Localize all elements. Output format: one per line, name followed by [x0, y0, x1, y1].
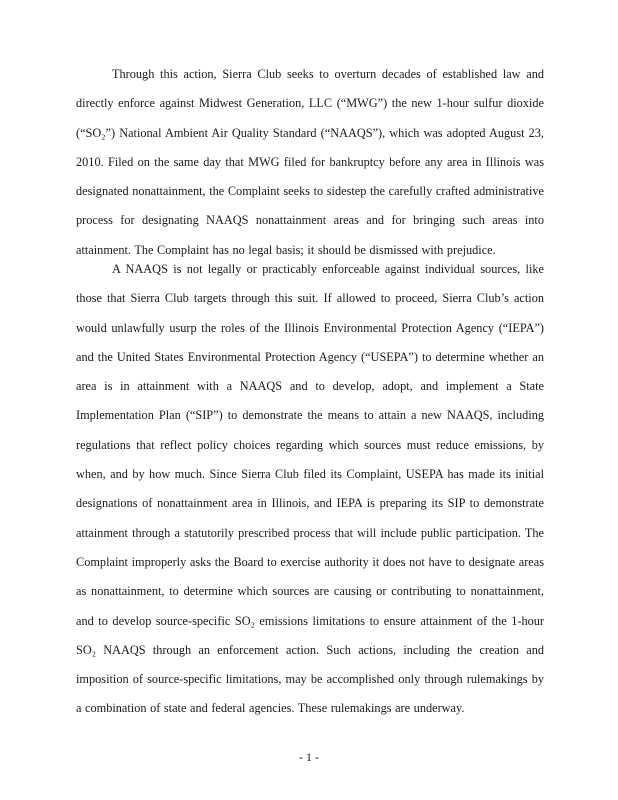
page-number: - 1 - — [299, 750, 319, 764]
paragraph-naaqs-enforceability: A NAAQS is not legally or practicably enforceable against individual sources, like those that Sierra Club targets through this suit. If allowed to proceed, Sierra Club’s action would unlawfully usurp the roles of the Illinois Environmental Protection Agency (“IEPA”) and the United States Environmental Protection Agency (“USEPA”) to determine whether an area is in attainment with a NAAQS and to develop, adopt, and implement a State Implementation Plan (“SIP”) to demonstrate the means to attain a new NAAQS, including regulations that reflect policy choices regarding which sources must reduce emissions, by when, and by how much. Since Sierra Club filed its Complaint, USEPA has made its initial designations of nonattainment area in Illinois, and IEPA is preparing its SIP to demonstrate attainment through a statutorily prescribed process that will include public participation. The Complaint improperly asks the Board to exercise authority it does not have to designate areas as nonattainment, to determine which sources are causing or contributing to nonattainment, and to develop source-specific SO₂ emissions limitations to ensure attainment of the 1-hour SO₂ NAAQS through an enforcement action. Such actions, including the creation and imposition of source-specific limitations, may be accomplished only through rulemakings by a combination of state and federal agencies. These rulemakings are underway. — [76, 262, 544, 716]
paragraph-intro: Through this action, Sierra Club seeks to overturn decades of established law and directly enforce against Midwest Generation, LLC (“MWG”) the new 1-hour sulfur dioxide (“SO₂”) National Ambient Air Quality Standard (“NAAQS”), which was adopted August 23, 2010. Filed on the same day that MWG filed for bankruptcy before any area in Illinois was designated nonattainment, the Complaint seeks to sidestep the carefully crafted administrative process for designating NAAQS nonattainment areas and for bringing such areas into attainment. The Complaint has no legal basis; it should be dismissed with prejudice. — [76, 67, 544, 257]
